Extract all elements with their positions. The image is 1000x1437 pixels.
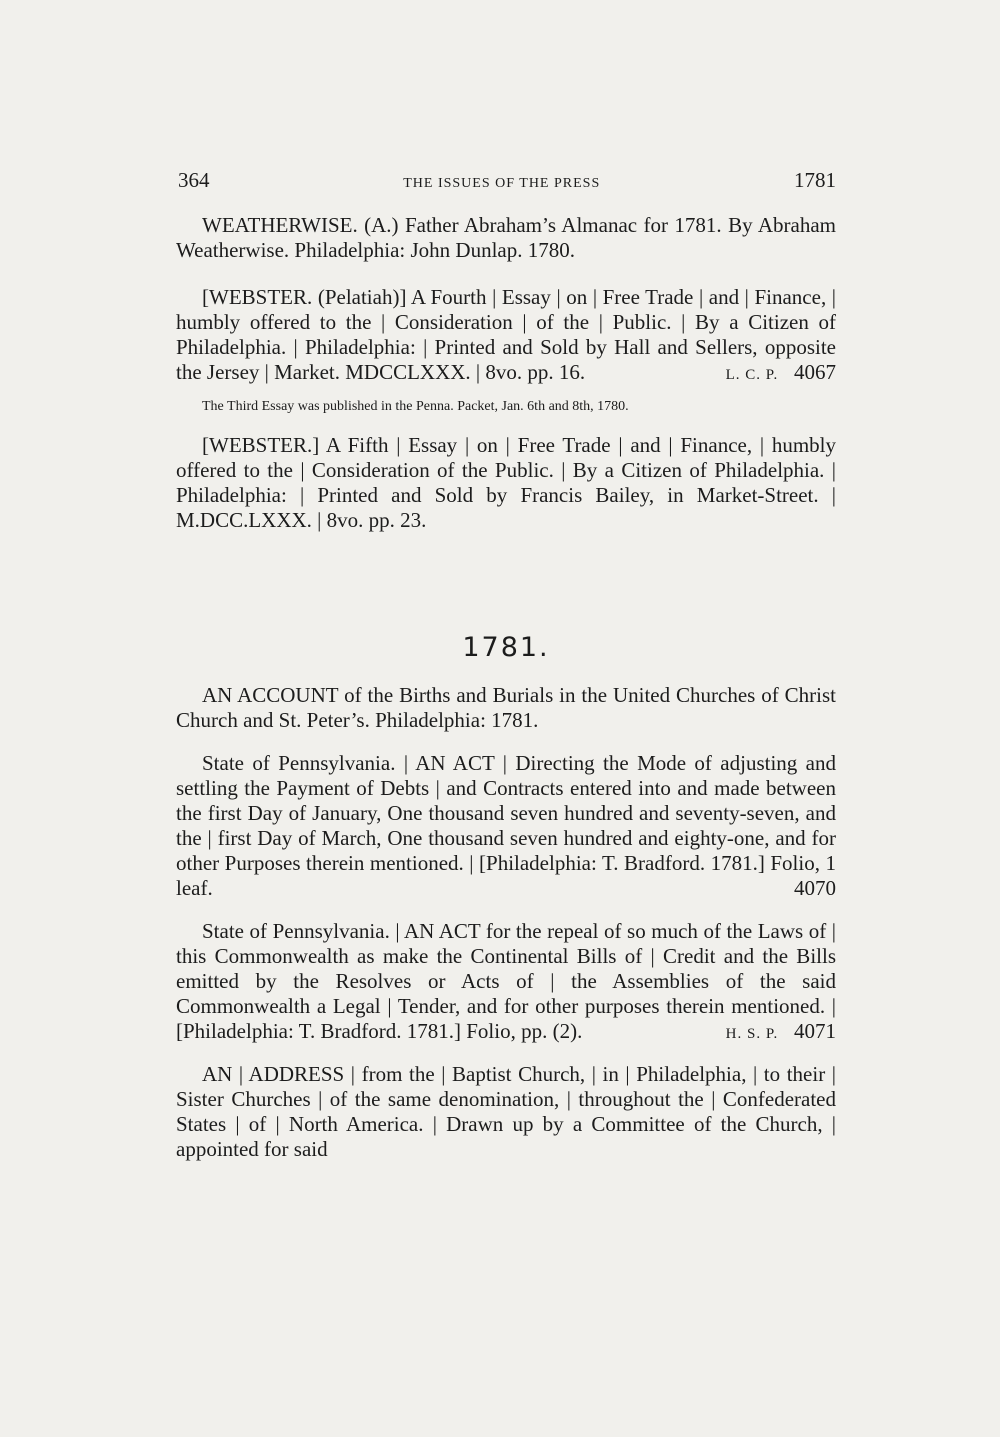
entry-reference (726, 360, 836, 388)
entry-act-repeal (176, 919, 836, 1044)
entry-text: [WEBSTER. (Pelatiah)] A Fourth | Essay | on | Free Trade | and | Finance, | humbly offered to the | Consideration | of the | Public. | By a Citizen of Philadelphia. | Philadelphia: | Printed and Sold by Hall and Sellers, opposite the Jersey | Market. MDCCLXXX. | 8vo. pp. 16. (176, 285, 836, 384)
page-number: 364 (178, 168, 210, 192)
entry-number: 4070 (794, 876, 836, 900)
entry-weatherwise: WEATHERWISE. (A.) Father Abraham’s Almanac for 1781. By Abraham Weatherwise. Philadelphia: John Dunlap. 1780. (176, 213, 836, 262)
entry-baptist-address: AN | ADDRESS | from the | Baptist Church, | in | Philadelphia, | to their | Sister Churches | of the same denomination, | throughout the | Confederated States | of | North America. | Drawn up by a Committee of the Church, | appointed for said (176, 1062, 836, 1161)
entry-webster-fourth (176, 285, 836, 385)
entries-1781 (176, 683, 836, 1162)
entry-number: 4071 (794, 1019, 836, 1043)
entry-text: State of Pennsylvania. | AN ACT for the repeal of so much of the Laws of | this Commonwealth as make the Continental Bills of | Credit and the Bills emitted by the Resolves or Acts of | the Assemblies of the said Commonwealth a Legal | Tender, and for other purposes therein mentioned. | [Philadelphia: T. Bradford. 1781.] Folio, pp. (2). (176, 919, 836, 1043)
entry-webster-fifth: [WEBSTER.] A Fifth | Essay | on | Free Trade | and | Finance, | humbly offered to the | Consideration of the Public. | By a Citizen of Philadelphia. | Philadelphia: | Printed and Sold by Francis Bailey, in Market-Street. | M.DCC.LXXX. | 8vo. pp. 23. (176, 433, 836, 532)
entries-1780 (176, 213, 836, 533)
entry-account-births: AN ACCOUNT of the Births and Burials in the United Churches of Christ Church and St. Peter’s. Philadelphia: 1781. (176, 683, 836, 732)
running-header (178, 168, 836, 202)
library-code: H. S. P. (725, 1026, 779, 1042)
entry-act-debts (176, 751, 836, 901)
library-code: L. C. P. (725, 367, 779, 383)
entry-number: 4067 (794, 360, 836, 384)
entry-text: State of Pennsylvania. | AN ACT | Directing the Mode of adjusting and settling the Payment of Debts | and Contracts entered into and made between the first Day of January, One thousand seven hundred and seventy-seven, and the | first Day of March, One thousand seven hundred and eighty-one, and for other Purposes therein mentioned. | [Philadelphia: T. Bradford. 1781.] Folio, 1 leaf. (176, 751, 836, 900)
entry-note: The Third Essay was published in the Penna. Packet, Jan. 6th and 8th, 1780. (202, 399, 629, 414)
header-year: 1781 (793, 168, 836, 192)
running-title: THE ISSUES OF THE PRESS (403, 176, 601, 191)
entry-reference (726, 1019, 836, 1047)
year-heading: 1781. (462, 632, 550, 663)
